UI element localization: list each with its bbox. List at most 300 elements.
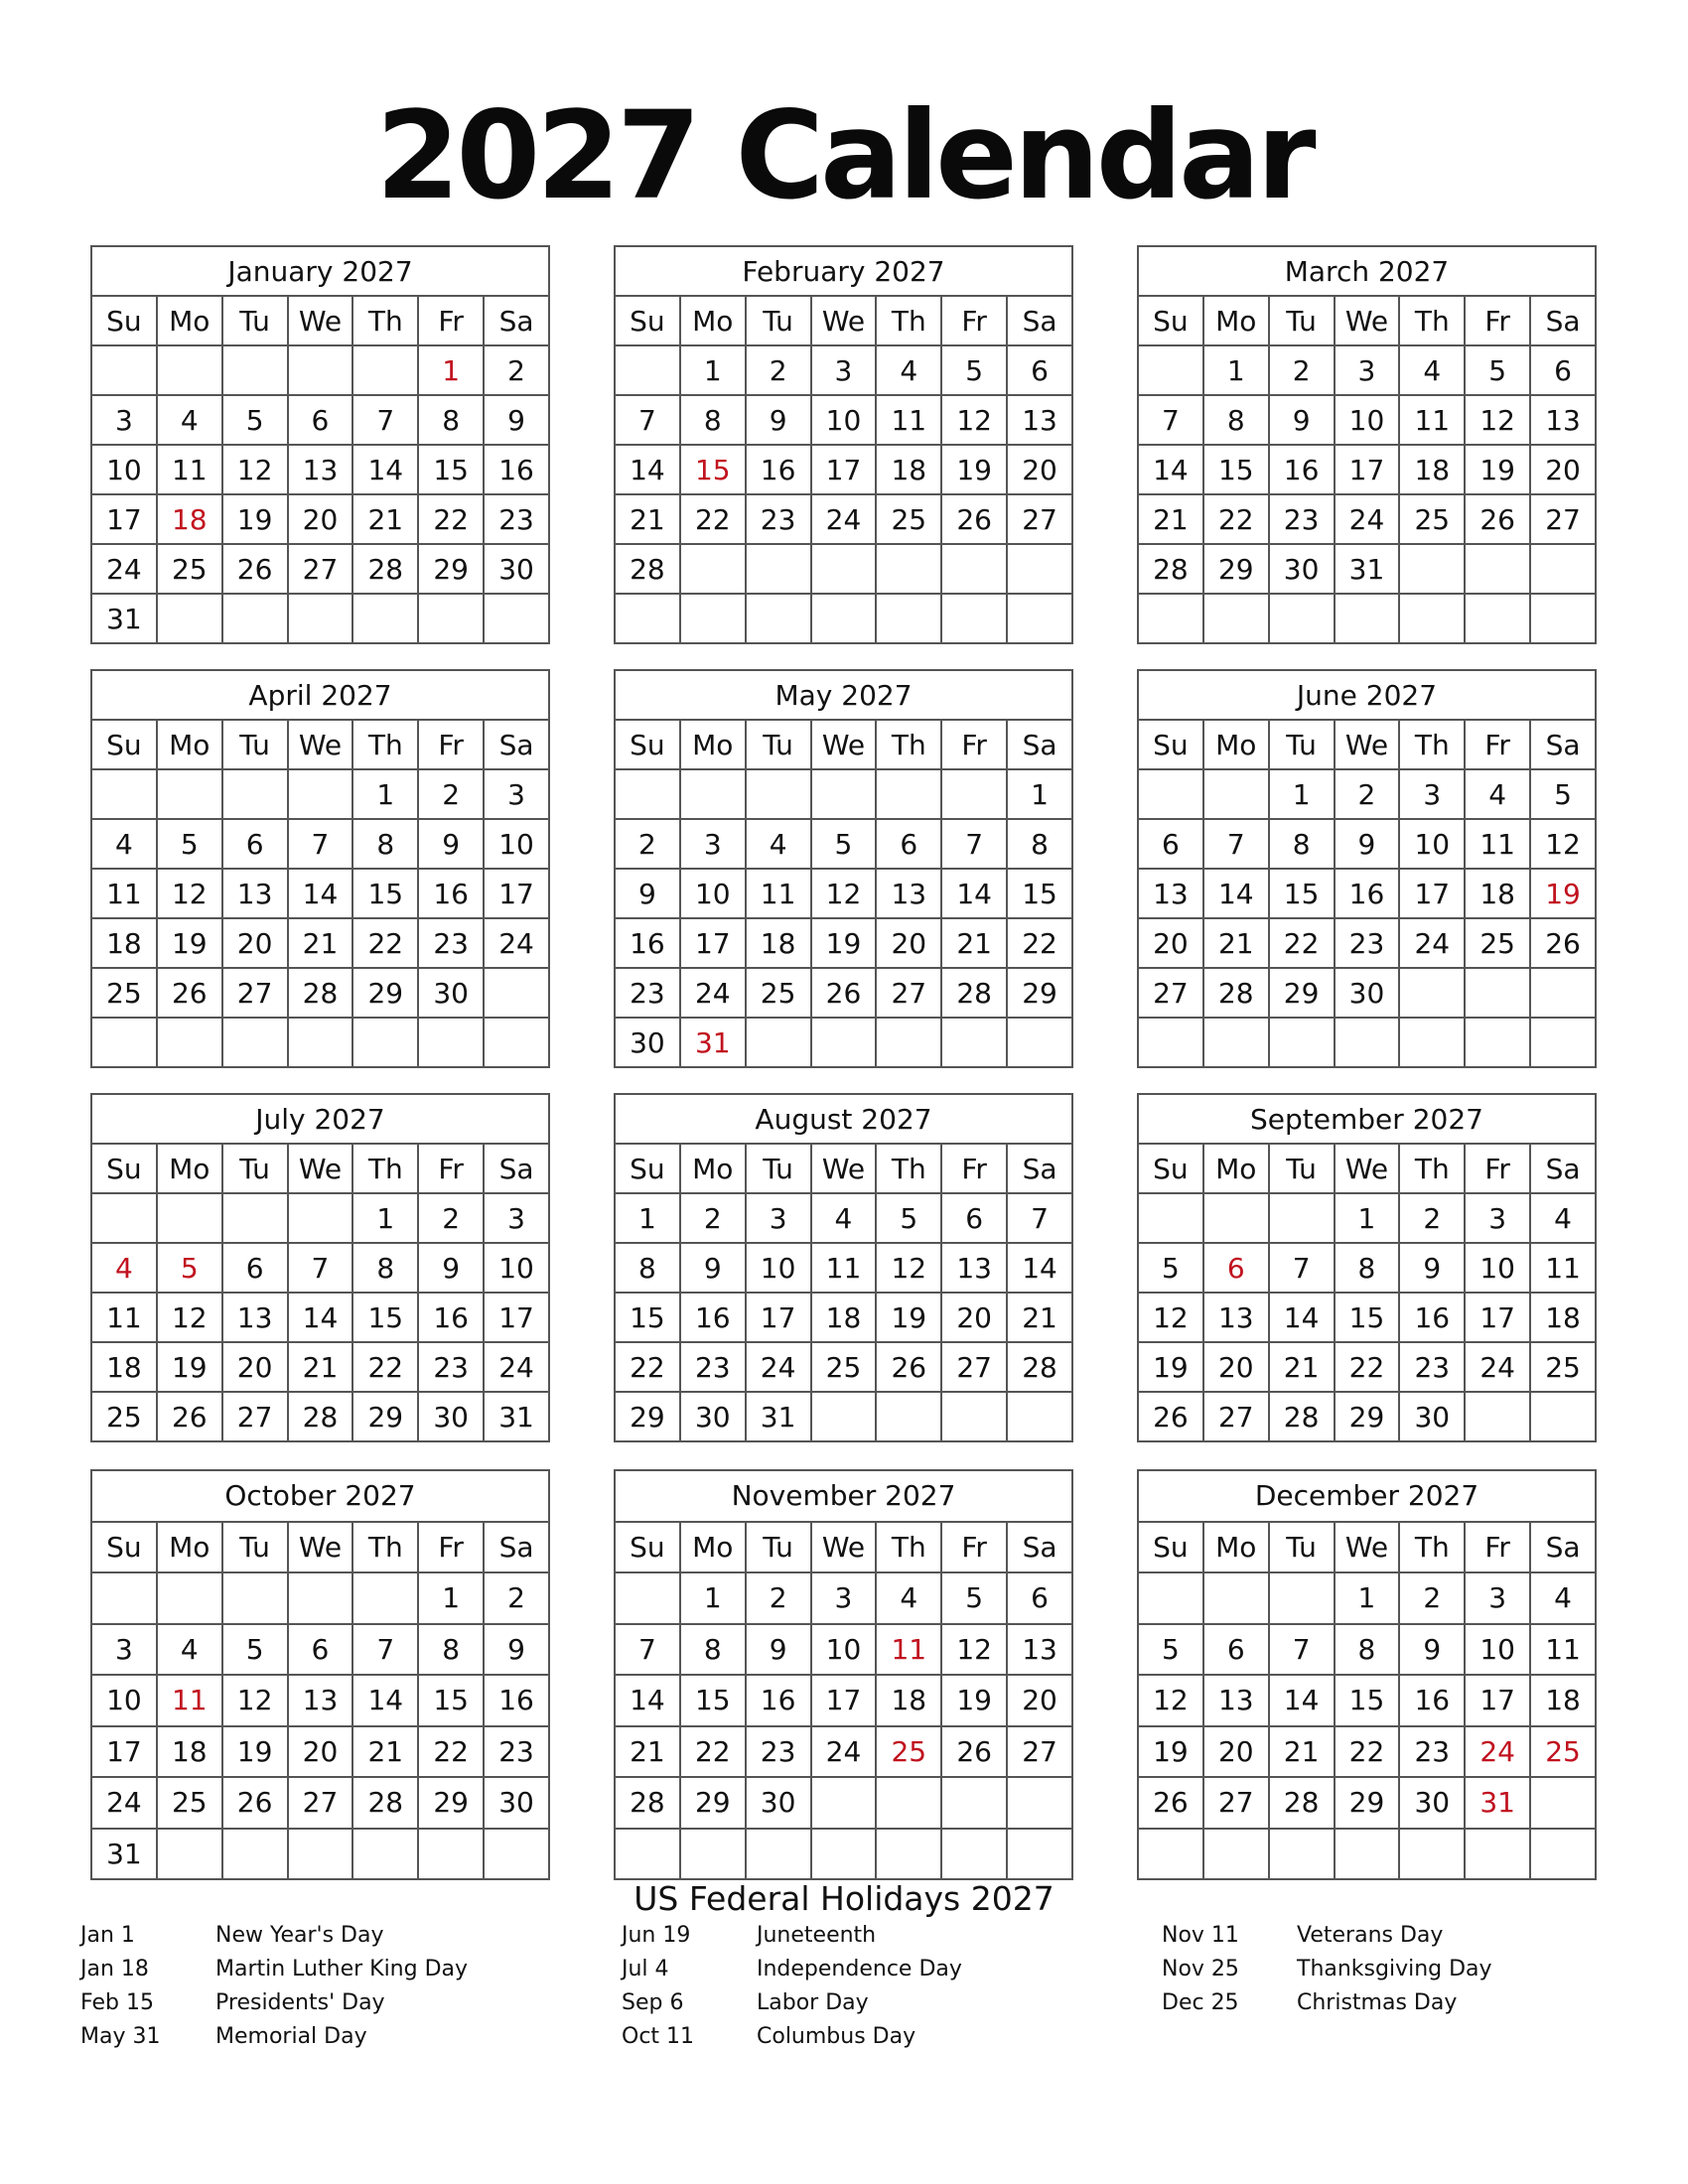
day-cell: 15 (418, 445, 484, 494)
weekday-header: Sa (484, 296, 549, 345)
empty-cell (157, 1829, 222, 1880)
holiday-row (1162, 1957, 1638, 1990)
holiday-day-cell: 4 (91, 1243, 157, 1293)
day-cell: 24 (746, 1342, 811, 1392)
empty-cell (1007, 594, 1072, 643)
weekday-header: Th (1399, 720, 1465, 769)
day-cell: 20 (222, 918, 288, 968)
day-cell: 1 (352, 1193, 418, 1243)
day-cell: 23 (418, 918, 484, 968)
weekday-header: Th (1399, 296, 1465, 345)
empty-cell (1269, 594, 1335, 643)
weekday-header: Mo (157, 1144, 222, 1193)
day-cell: 10 (484, 1243, 549, 1293)
weekday-header: Tu (222, 1144, 288, 1193)
holiday-day-cell: 1 (418, 345, 484, 395)
day-cell: 2 (418, 769, 484, 819)
empty-cell (1203, 1018, 1269, 1067)
weekday-header: Sa (1007, 720, 1072, 769)
month-march (1137, 245, 1597, 644)
day-cell: 9 (484, 395, 549, 445)
empty-cell (1399, 544, 1465, 594)
weekday-header: Mo (157, 1522, 222, 1573)
day-cell: 25 (91, 968, 157, 1018)
empty-cell (222, 1193, 288, 1243)
holiday-day-cell: 31 (680, 1018, 746, 1067)
day-cell: 26 (1465, 494, 1530, 544)
day-cell: 22 (418, 1726, 484, 1778)
day-cell: 6 (222, 819, 288, 869)
day-cell: 15 (352, 869, 418, 918)
empty-cell (91, 769, 157, 819)
day-cell: 22 (352, 918, 418, 968)
weekday-header: Tu (746, 296, 811, 345)
empty-cell (811, 1018, 877, 1067)
day-cell: 25 (811, 1342, 877, 1392)
day-cell: 15 (1269, 869, 1335, 918)
day-cell: 3 (680, 819, 746, 869)
day-cell: 12 (157, 869, 222, 918)
day-cell: 18 (746, 918, 811, 968)
day-cell: 28 (615, 544, 680, 594)
empty-cell (680, 1829, 746, 1880)
day-cell: 23 (746, 494, 811, 544)
day-cell: 4 (811, 1193, 877, 1243)
day-cell: 19 (157, 918, 222, 968)
day-cell: 13 (1203, 1675, 1269, 1726)
empty-cell (157, 594, 222, 643)
day-cell: 27 (941, 1342, 1007, 1392)
empty-cell (1465, 594, 1530, 643)
day-cell: 2 (680, 1193, 746, 1243)
day-cell: 11 (1530, 1243, 1596, 1293)
day-cell: 7 (352, 395, 418, 445)
day-cell: 26 (157, 968, 222, 1018)
holiday-row (80, 1957, 557, 1990)
day-cell: 9 (1335, 819, 1400, 869)
empty-cell (352, 1018, 418, 1067)
empty-cell (222, 1572, 288, 1624)
empty-cell (91, 345, 157, 395)
day-cell: 17 (91, 494, 157, 544)
empty-cell (811, 769, 877, 819)
day-cell: 1 (1007, 769, 1072, 819)
day-cell: 16 (1399, 1675, 1465, 1726)
day-cell: 19 (1138, 1342, 1203, 1392)
empty-cell (1335, 1018, 1400, 1067)
empty-cell (876, 769, 941, 819)
weekday-header: Th (876, 1144, 941, 1193)
empty-cell (1399, 1829, 1465, 1880)
weekday-header: Su (1138, 296, 1203, 345)
day-cell: 3 (811, 345, 877, 395)
day-cell: 1 (1269, 769, 1335, 819)
day-cell: 29 (1269, 968, 1335, 1018)
day-cell: 11 (91, 869, 157, 918)
day-cell: 12 (1530, 819, 1596, 869)
day-cell: 8 (352, 1243, 418, 1293)
day-cell: 8 (1203, 395, 1269, 445)
day-cell: 21 (1138, 494, 1203, 544)
day-cell: 5 (1138, 1624, 1203, 1676)
weekday-header: Tu (746, 1522, 811, 1573)
month-name: November 2027 (615, 1470, 1072, 1522)
day-cell: 31 (746, 1392, 811, 1441)
weekday-header: Su (615, 720, 680, 769)
day-cell: 10 (680, 869, 746, 918)
day-cell: 2 (484, 1572, 549, 1624)
page-title: 2027 Calendar (375, 85, 1313, 226)
day-cell: 16 (1399, 1293, 1465, 1342)
empty-cell (1465, 1829, 1530, 1880)
day-cell: 24 (811, 494, 877, 544)
day-cell: 12 (876, 1243, 941, 1293)
empty-cell (941, 594, 1007, 643)
day-cell: 18 (157, 1726, 222, 1778)
month-name: May 2027 (615, 670, 1072, 720)
empty-cell (1269, 1829, 1335, 1880)
day-cell: 21 (941, 918, 1007, 968)
day-cell: 16 (484, 445, 549, 494)
empty-cell (1203, 1193, 1269, 1243)
holiday-date: Jan 1 (80, 1923, 135, 1948)
day-cell: 22 (352, 1342, 418, 1392)
empty-cell (876, 544, 941, 594)
holiday-row (80, 2024, 557, 2058)
day-cell: 8 (352, 819, 418, 869)
weekday-header: Su (1138, 720, 1203, 769)
month-name: March 2027 (1138, 246, 1596, 296)
holiday-date: Feb 15 (80, 1990, 154, 2015)
day-cell: 14 (1203, 869, 1269, 918)
day-cell: 11 (1530, 1624, 1596, 1676)
day-cell: 25 (91, 1392, 157, 1441)
day-cell: 3 (484, 769, 549, 819)
day-cell: 15 (418, 1675, 484, 1726)
day-cell: 24 (484, 918, 549, 968)
empty-cell (484, 594, 549, 643)
day-cell: 13 (1007, 395, 1072, 445)
holiday-date: May 31 (80, 2024, 161, 2049)
empty-cell (746, 1829, 811, 1880)
day-cell: 1 (1335, 1193, 1400, 1243)
day-cell: 9 (680, 1243, 746, 1293)
day-cell: 7 (1203, 819, 1269, 869)
day-cell: 28 (352, 1777, 418, 1829)
weekday-header: We (1335, 720, 1400, 769)
empty-cell (1269, 1018, 1335, 1067)
day-cell: 6 (222, 1243, 288, 1293)
holiday-row (622, 2024, 1098, 2058)
weekday-header: Fr (1465, 1144, 1530, 1193)
day-cell: 20 (876, 918, 941, 968)
day-cell: 4 (91, 819, 157, 869)
weekday-header: We (288, 720, 353, 769)
holiday-date: Oct 11 (622, 2024, 695, 2049)
month-october (90, 1469, 550, 1880)
day-cell: 25 (1465, 918, 1530, 968)
day-cell: 22 (1007, 918, 1072, 968)
day-cell: 28 (288, 1392, 353, 1441)
day-cell: 31 (484, 1392, 549, 1441)
day-cell: 11 (91, 1293, 157, 1342)
day-cell: 12 (941, 395, 1007, 445)
day-cell: 27 (1203, 1392, 1269, 1441)
empty-cell (1530, 594, 1596, 643)
day-cell: 28 (615, 1777, 680, 1829)
day-cell: 5 (811, 819, 877, 869)
day-cell: 7 (615, 395, 680, 445)
day-cell: 7 (615, 1624, 680, 1676)
empty-cell (615, 1572, 680, 1624)
day-cell: 7 (941, 819, 1007, 869)
day-cell: 18 (91, 918, 157, 968)
day-cell: 5 (1465, 345, 1530, 395)
day-cell: 13 (1203, 1293, 1269, 1342)
day-cell: 8 (1007, 819, 1072, 869)
day-cell: 7 (1269, 1624, 1335, 1676)
day-cell: 14 (941, 869, 1007, 918)
day-cell: 8 (1335, 1243, 1400, 1293)
month-name: December 2027 (1138, 1470, 1596, 1522)
empty-cell (941, 1392, 1007, 1441)
weekday-header: Mo (680, 720, 746, 769)
day-cell: 24 (811, 1726, 877, 1778)
day-cell: 4 (1465, 769, 1530, 819)
day-cell: 7 (288, 819, 353, 869)
day-cell: 21 (1269, 1342, 1335, 1392)
day-cell: 7 (1269, 1243, 1335, 1293)
day-cell: 10 (811, 395, 877, 445)
month-name: June 2027 (1138, 670, 1596, 720)
month-name: September 2027 (1138, 1094, 1596, 1144)
day-cell: 11 (746, 869, 811, 918)
day-cell: 31 (1335, 544, 1400, 594)
day-cell: 13 (222, 869, 288, 918)
day-cell: 19 (222, 494, 288, 544)
day-cell: 2 (1399, 1193, 1465, 1243)
empty-cell (1269, 1193, 1335, 1243)
weekday-header: We (288, 296, 353, 345)
empty-cell (1138, 594, 1203, 643)
day-cell: 21 (1007, 1293, 1072, 1342)
empty-cell (484, 968, 549, 1018)
day-cell: 4 (1530, 1193, 1596, 1243)
day-cell: 14 (1138, 445, 1203, 494)
empty-cell (1399, 1018, 1465, 1067)
holiday-name: Martin Luther King Day (215, 1957, 469, 1981)
holiday-row (622, 1990, 1098, 2024)
day-cell: 8 (418, 1624, 484, 1676)
day-cell: 22 (1269, 918, 1335, 968)
day-cell: 22 (418, 494, 484, 544)
day-cell: 11 (876, 395, 941, 445)
day-cell: 17 (484, 1293, 549, 1342)
weekday-header: Th (352, 1144, 418, 1193)
day-cell: 26 (876, 1342, 941, 1392)
weekday-header: Su (91, 720, 157, 769)
day-cell: 19 (941, 445, 1007, 494)
day-cell: 2 (746, 345, 811, 395)
day-cell: 29 (352, 1392, 418, 1441)
empty-cell (157, 345, 222, 395)
day-cell: 22 (1203, 494, 1269, 544)
day-cell: 12 (157, 1293, 222, 1342)
day-cell: 23 (484, 1726, 549, 1778)
day-cell: 24 (1465, 1342, 1530, 1392)
day-cell: 17 (1465, 1675, 1530, 1726)
day-cell: 1 (352, 769, 418, 819)
day-cell: 8 (1269, 819, 1335, 869)
holiday-day-cell: 5 (157, 1243, 222, 1293)
day-cell: 16 (680, 1293, 746, 1342)
day-cell: 2 (1335, 769, 1400, 819)
empty-cell (484, 1829, 549, 1880)
weekday-header: We (288, 1522, 353, 1573)
empty-cell (352, 1829, 418, 1880)
day-cell: 12 (941, 1624, 1007, 1676)
day-cell: 26 (1138, 1392, 1203, 1441)
holiday-day-cell: 15 (680, 445, 746, 494)
day-cell: 1 (1335, 1572, 1400, 1624)
day-cell: 21 (352, 494, 418, 544)
holiday-row (1162, 1990, 1638, 2024)
day-cell: 24 (484, 1342, 549, 1392)
holiday-day-cell: 18 (157, 494, 222, 544)
day-cell: 10 (484, 819, 549, 869)
day-cell: 18 (1530, 1675, 1596, 1726)
day-cell: 27 (1007, 1726, 1072, 1778)
day-cell: 17 (1335, 445, 1400, 494)
empty-cell (1530, 544, 1596, 594)
weekday-header: Sa (1530, 296, 1596, 345)
day-cell: 14 (352, 1675, 418, 1726)
day-cell: 30 (1269, 544, 1335, 594)
day-cell: 8 (680, 1624, 746, 1676)
empty-cell (811, 544, 877, 594)
weekday-header: Th (352, 296, 418, 345)
day-cell: 17 (811, 1675, 877, 1726)
day-cell: 20 (222, 1342, 288, 1392)
day-cell: 2 (418, 1193, 484, 1243)
day-cell: 4 (1530, 1572, 1596, 1624)
weekday-header: Tu (1269, 296, 1335, 345)
month-november (614, 1469, 1073, 1880)
day-cell: 9 (746, 395, 811, 445)
day-cell: 12 (811, 869, 877, 918)
day-cell: 12 (1138, 1293, 1203, 1342)
day-cell: 7 (1138, 395, 1203, 445)
day-cell: 23 (680, 1342, 746, 1392)
day-cell: 4 (157, 395, 222, 445)
empty-cell (352, 1572, 418, 1624)
day-cell: 28 (1007, 1342, 1072, 1392)
day-cell: 3 (91, 1624, 157, 1676)
empty-cell (615, 594, 680, 643)
empty-cell (288, 1572, 353, 1624)
day-cell: 30 (484, 544, 549, 594)
weekday-header: Tu (222, 720, 288, 769)
month-name: October 2027 (91, 1470, 549, 1522)
day-cell: 29 (418, 1777, 484, 1829)
day-cell: 7 (352, 1624, 418, 1676)
holiday-date: Jun 19 (622, 1923, 691, 1948)
empty-cell (1138, 345, 1203, 395)
holiday-name: Thanksgiving Day (1297, 1957, 1492, 1981)
empty-cell (615, 345, 680, 395)
day-cell: 29 (418, 544, 484, 594)
empty-cell (746, 1018, 811, 1067)
day-cell: 28 (352, 544, 418, 594)
day-cell: 22 (680, 494, 746, 544)
day-cell: 28 (1269, 1777, 1335, 1829)
day-cell: 22 (1335, 1342, 1400, 1392)
empty-cell (1530, 968, 1596, 1018)
day-cell: 14 (615, 1675, 680, 1726)
day-cell: 21 (288, 1342, 353, 1392)
weekday-header: Sa (1007, 1522, 1072, 1573)
weekday-header: Sa (1007, 1144, 1072, 1193)
month-september (1137, 1093, 1597, 1442)
day-cell: 13 (1007, 1624, 1072, 1676)
empty-cell (1530, 1018, 1596, 1067)
weekday-header: Sa (1007, 296, 1072, 345)
weekday-header: Tu (222, 296, 288, 345)
day-cell: 26 (941, 494, 1007, 544)
day-cell: 30 (746, 1777, 811, 1829)
holiday-row (80, 1923, 557, 1957)
day-cell: 9 (1399, 1243, 1465, 1293)
empty-cell (746, 769, 811, 819)
empty-cell (1007, 1777, 1072, 1829)
day-cell: 14 (352, 445, 418, 494)
weekday-header: We (811, 1144, 877, 1193)
holiday-row (622, 1923, 1098, 1957)
weekday-header: Su (615, 296, 680, 345)
day-cell: 28 (1138, 544, 1203, 594)
day-cell: 11 (1399, 395, 1465, 445)
holiday-day-cell: 11 (157, 1675, 222, 1726)
weekday-header: Tu (1269, 720, 1335, 769)
weekday-header: Su (615, 1522, 680, 1573)
day-cell: 21 (352, 1726, 418, 1778)
weekday-header: Fr (418, 720, 484, 769)
day-cell: 20 (1138, 918, 1203, 968)
day-cell: 30 (1335, 968, 1400, 1018)
empty-cell (1203, 769, 1269, 819)
empty-cell (1007, 1829, 1072, 1880)
day-cell: 8 (615, 1243, 680, 1293)
weekday-header: Mo (680, 1522, 746, 1573)
day-cell: 17 (680, 918, 746, 968)
day-cell: 6 (876, 819, 941, 869)
weekday-header: Fr (1465, 296, 1530, 345)
empty-cell (1007, 1392, 1072, 1441)
day-cell: 26 (941, 1726, 1007, 1778)
day-cell: 7 (1007, 1193, 1072, 1243)
day-cell: 16 (615, 918, 680, 968)
holiday-date: Nov 11 (1162, 1923, 1239, 1948)
day-cell: 20 (941, 1293, 1007, 1342)
day-cell: 2 (746, 1572, 811, 1624)
day-cell: 28 (1269, 1392, 1335, 1441)
day-cell: 3 (1465, 1193, 1530, 1243)
day-cell: 14 (1007, 1243, 1072, 1293)
day-cell: 12 (1138, 1675, 1203, 1726)
day-cell: 13 (876, 869, 941, 918)
holiday-day-cell: 19 (1530, 869, 1596, 918)
weekday-header: Fr (941, 720, 1007, 769)
